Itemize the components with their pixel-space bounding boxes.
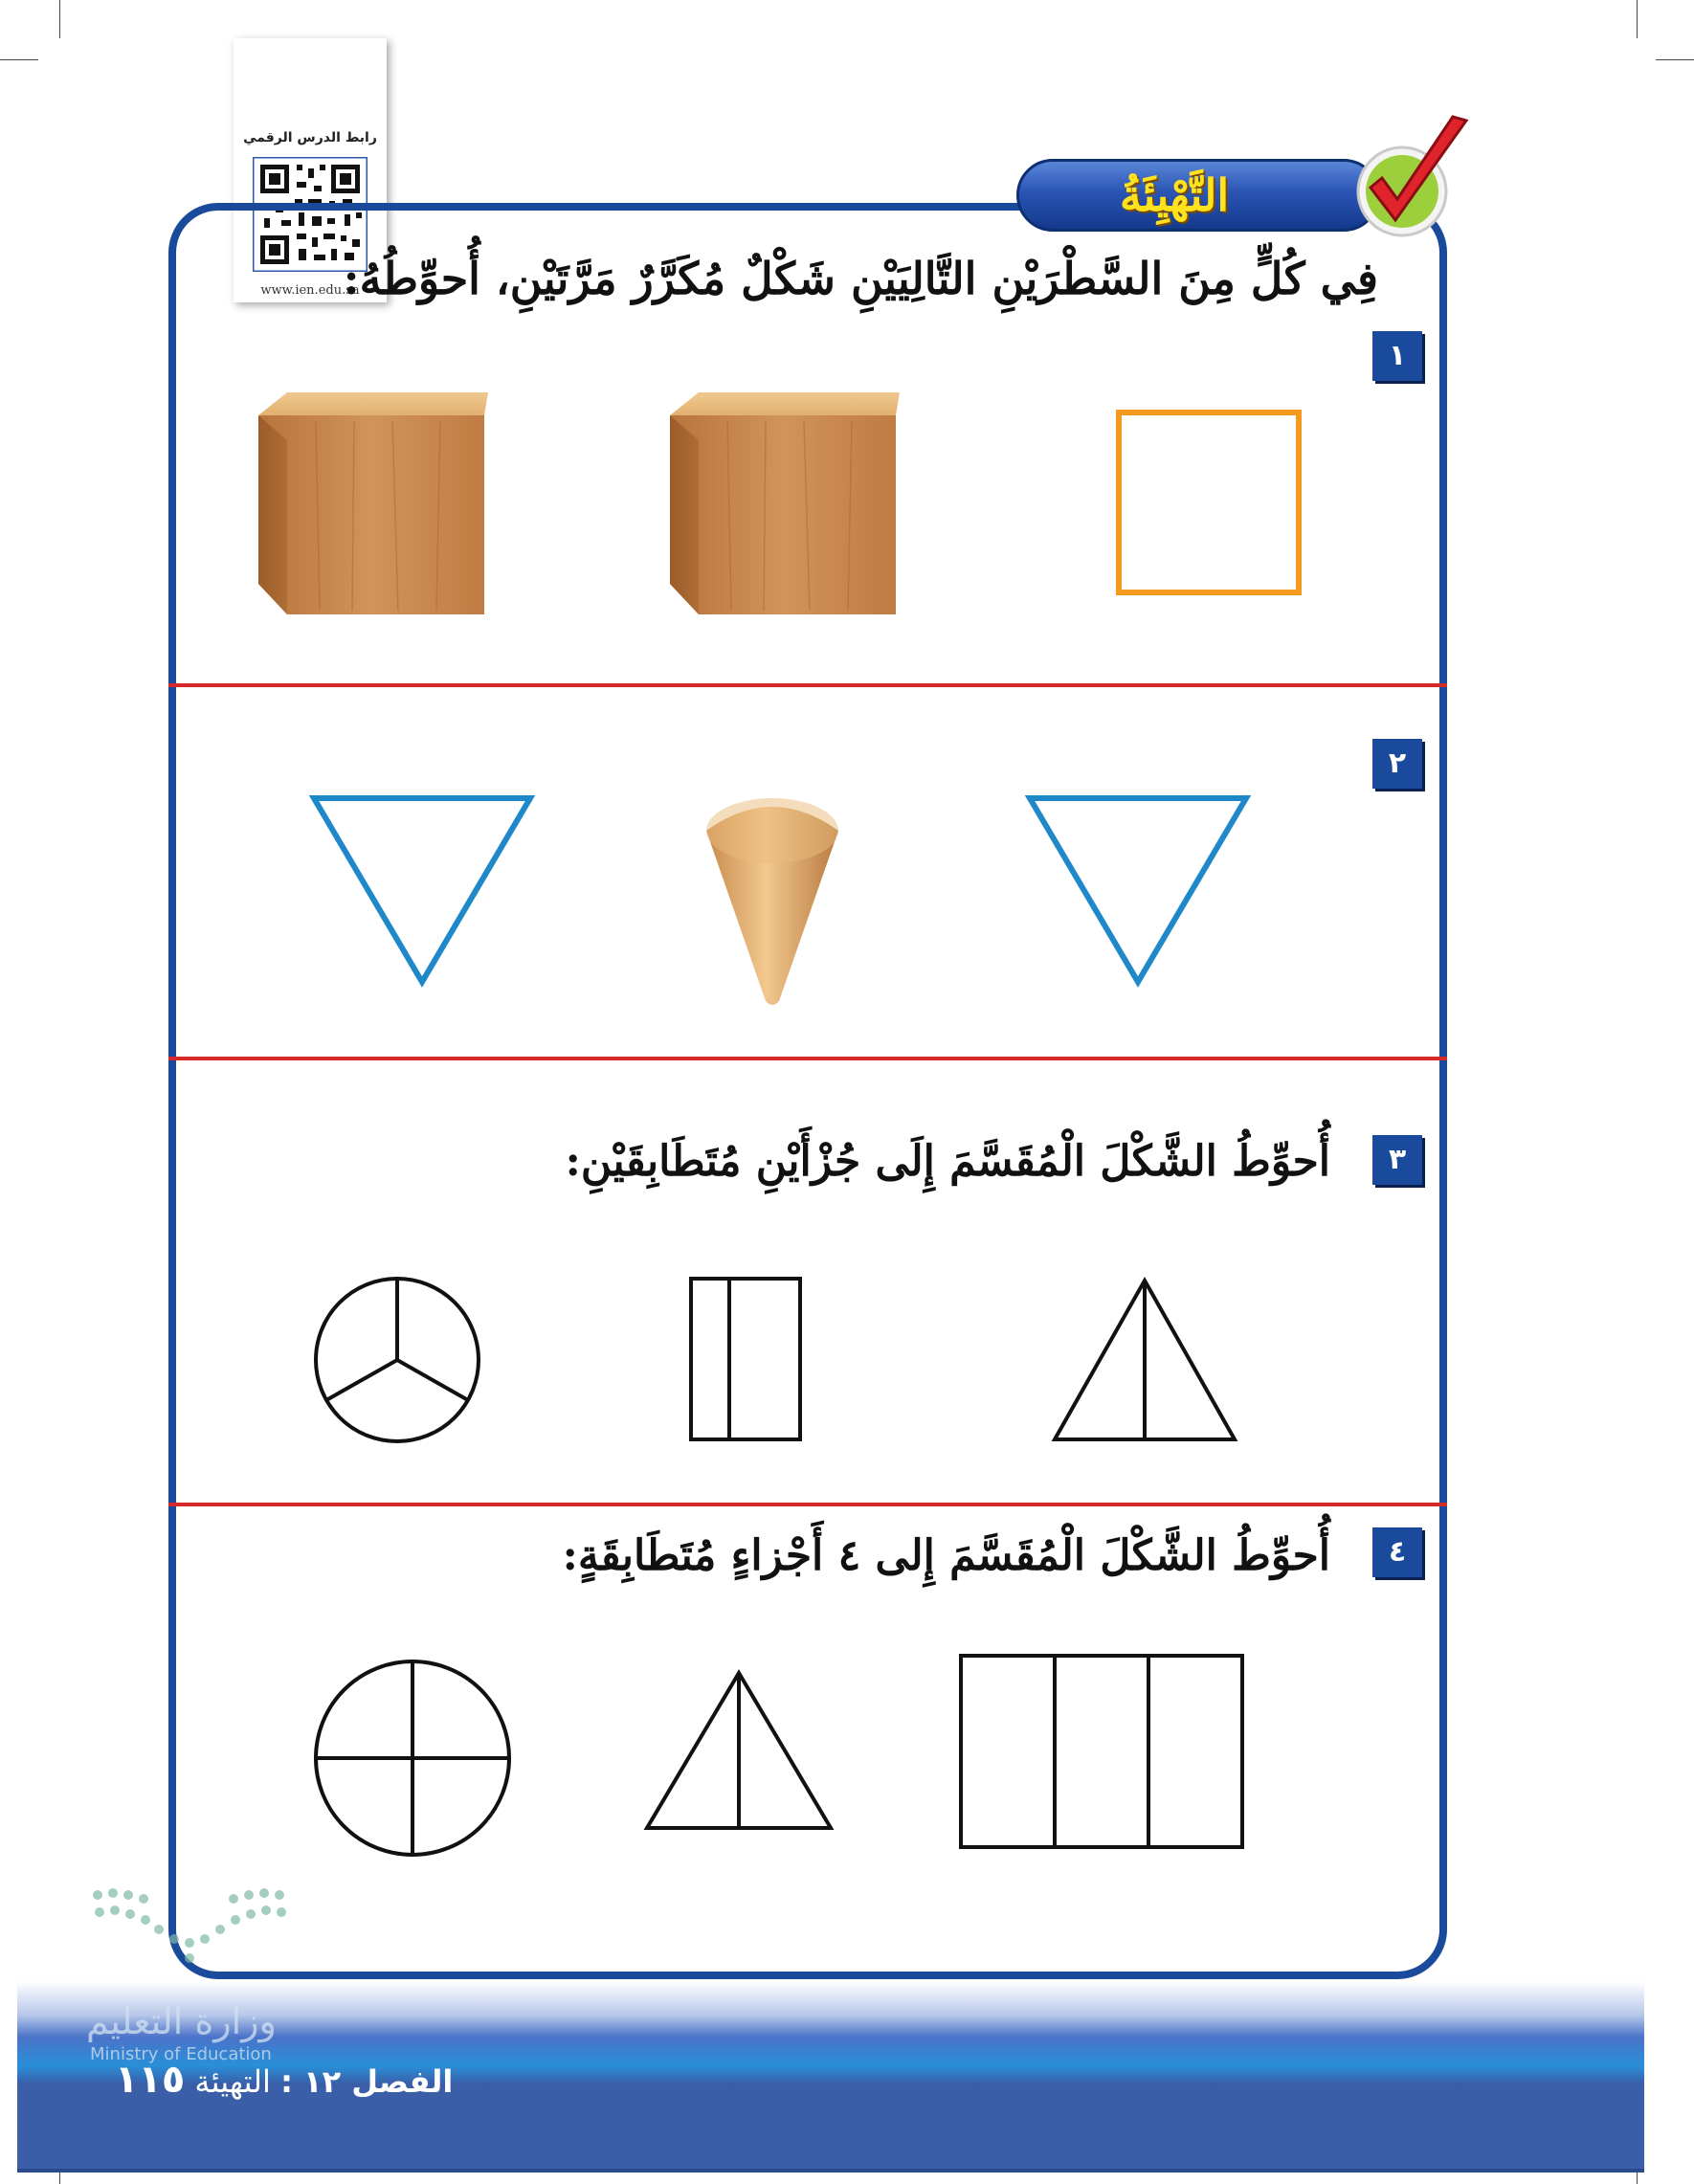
triangle-2-parts[interactable]	[643, 1669, 835, 1832]
triangle-2-parts[interactable]	[1051, 1277, 1238, 1443]
row-divider	[168, 1057, 1447, 1060]
circle-4-parts[interactable]	[312, 1658, 513, 1859]
crop-mark	[0, 59, 38, 60]
rectangle-3-parts[interactable]	[959, 1654, 1246, 1851]
page-number: ١١٥	[115, 2058, 186, 2102]
qr-card-url[interactable]: www.ien.edu.sa	[260, 283, 360, 298]
circle-3-parts[interactable]	[312, 1275, 482, 1445]
footer-chapter: الفصل ١٢ :	[280, 2063, 454, 2100]
wooden-cube-1[interactable]	[258, 392, 493, 614]
row-divider	[168, 1503, 1447, 1506]
orange-square[interactable]	[1116, 410, 1302, 595]
question-number-4: ٤	[1372, 1527, 1422, 1577]
ministry-name-arabic: وزارة التعليم	[86, 2000, 277, 2042]
ministry-name-english: Ministry of Education	[90, 2044, 272, 2064]
page-footer	[115, 2058, 453, 2102]
question-number-3: ٣	[1372, 1135, 1422, 1185]
crop-mark	[1656, 59, 1694, 60]
footer-section: التهيئة	[194, 2063, 271, 2100]
ministry-logo-icon	[86, 1876, 316, 1991]
question-number-2: ٢	[1372, 739, 1422, 789]
crop-mark	[1637, 0, 1638, 38]
blue-triangle-2[interactable]	[1026, 794, 1250, 986]
section-header-title: التَّهْيِئَةُ	[1119, 169, 1230, 221]
rectangle-2-parts[interactable]	[689, 1277, 802, 1441]
wooden-cone[interactable]	[702, 792, 842, 1007]
instruction-main: فِي كُلٍّ مِنَ السَّطْرَيْنِ التَّالِيَيْنِ شَكْلٌ مُكَرَّرٌ مَرَّتَيْنِ، أُحوِّطُهُ:	[343, 253, 1378, 304]
crop-mark	[59, 0, 60, 38]
instruction-question-4: أُحوِّطُ الشَّكْلَ الْمُقَسَّمَ إِلى ٤ أَجْزاءٍ مُتَطَابِقَةٍ:	[562, 1531, 1330, 1580]
blue-triangle-1[interactable]	[310, 794, 534, 986]
check-icon	[1349, 113, 1474, 247]
question-number-1: ١	[1372, 331, 1422, 381]
instruction-question-3: أُحوِّطُ الشَّكْلَ الْمُقَسَّمَ إِلَى جُزْأَيْنِ مُتَطَابِقَيْنِ:	[565, 1137, 1330, 1186]
wooden-cube-2[interactable]	[670, 392, 904, 614]
qr-card-title: رابط الدرس الرقمي	[243, 130, 377, 145]
row-divider	[168, 683, 1447, 687]
